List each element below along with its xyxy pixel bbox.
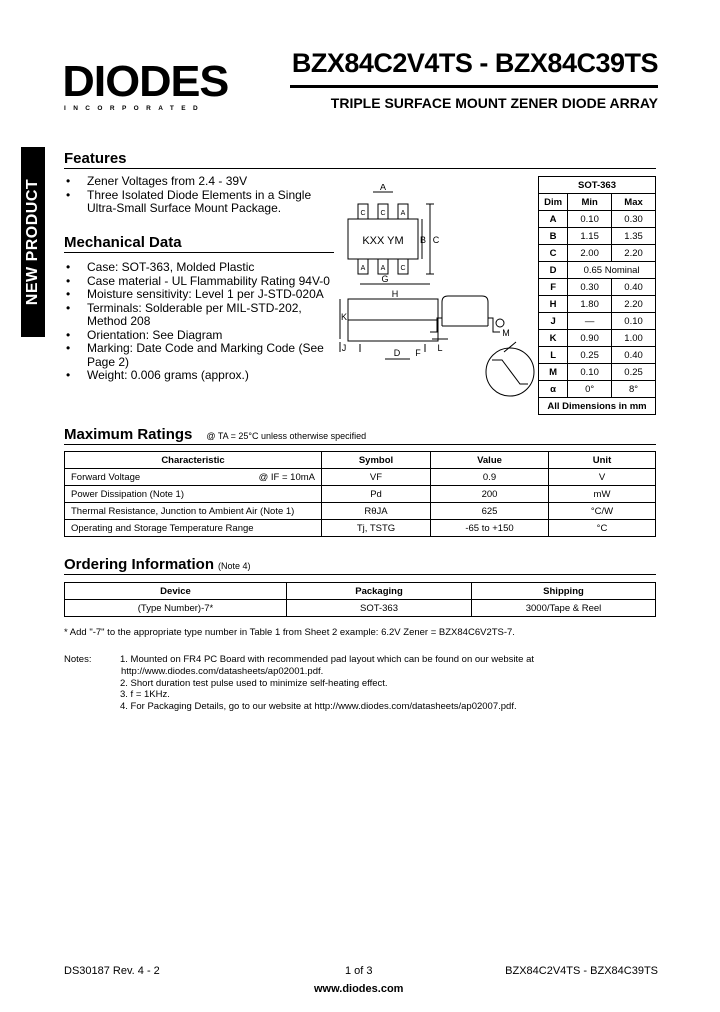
pin-label-top-3: A <box>400 210 406 217</box>
dim-label-c: C <box>432 235 440 245</box>
list-item: • Terminals: Solderable per MIL-STD-202, Method 208 <box>66 302 338 329</box>
diodes-logo <box>62 57 229 112</box>
unit-cell: V <box>549 469 656 486</box>
dims-package: SOT-363 <box>539 177 656 194</box>
dim-cell: F <box>539 279 568 296</box>
features-rule <box>64 168 656 169</box>
mechanical-rule <box>64 252 334 253</box>
max-ratings-rule <box>64 444 656 445</box>
dim-label-m: M <box>502 328 510 338</box>
dims-header-max: Max <box>612 194 656 211</box>
ordering-footnote: * Add "-7" to the appropriate type number in Table 1 from Sheet 2 example: 6.2V Zener = BZX84C6V2TS-7. <box>64 627 515 638</box>
max-cell: 2.20 <box>612 245 656 262</box>
footer-doc-number: DS30187 Rev. 4 - 2 <box>64 965 160 977</box>
list-item: • Case: SOT-363, Molded Plastic <box>66 261 338 275</box>
table-row <box>539 347 656 364</box>
pin-label-bottom-1: A <box>360 265 366 272</box>
symbol-cell: VF <box>322 469 431 486</box>
dim-label-f: F <box>415 348 421 358</box>
characteristic-cell: Thermal Resistance, Junction to Ambient Air (Note 1) <box>65 503 322 520</box>
dim-label-g: G <box>381 274 389 284</box>
value-cell: 0.9 <box>431 469 549 486</box>
dim-cell: D <box>539 262 568 279</box>
new-product-banner <box>21 147 45 337</box>
value-cell: 625 <box>431 503 549 520</box>
list-item: 2. Short duration test pulse used to minimize self-heating effect. <box>120 677 388 689</box>
characteristic-text: Forward Voltage <box>71 471 141 483</box>
dim-cell: H <box>539 296 568 313</box>
packaging-cell: SOT-363 <box>287 600 472 617</box>
dim-label-b: B <box>419 235 427 245</box>
ordering-table <box>64 582 656 617</box>
list-item: • Orientation: See Diagram <box>66 329 338 343</box>
list-item: • Moisture sensitivity: Level 1 per J-STD-020A <box>66 288 338 302</box>
table-row <box>65 600 656 617</box>
pin-label-top-2: C <box>380 210 386 217</box>
min-cell: 0.25 <box>568 347 612 364</box>
dim-cell: L <box>539 347 568 364</box>
table-row <box>539 330 656 347</box>
dim-label-d: D <box>393 348 401 358</box>
dim-label-l: L <box>437 343 443 353</box>
ratings-header-symbol: Symbol <box>322 452 431 469</box>
dims-header-dim: Dim <box>539 194 568 211</box>
footer-url-link[interactable]: www.diodes.com <box>314 983 404 995</box>
features-list <box>66 175 326 216</box>
dims-header-min: Min <box>568 194 612 211</box>
table-row <box>539 245 656 262</box>
min-cell: 1.80 <box>568 296 612 313</box>
table-row <box>539 262 656 279</box>
table-row <box>65 520 656 537</box>
shipping-cell: 3000/Tape & Reel <box>472 600 656 617</box>
logo-word: DIODES <box>62 57 229 106</box>
min-cell: 0.30 <box>568 279 612 296</box>
max-cell: 1.35 <box>612 228 656 245</box>
dim-label-k: K <box>340 312 348 322</box>
ordering-rule <box>64 574 656 575</box>
min-cell: — <box>568 313 612 330</box>
package-diagram <box>330 184 535 416</box>
max-ratings-table <box>64 451 656 537</box>
page-title: BZX84C2V4TS - BZX84C39TS <box>291 48 658 78</box>
dimensions-table <box>538 176 656 415</box>
features-heading: Features <box>64 150 127 167</box>
min-cell: 0.10 <box>568 211 612 228</box>
list-item: http://www.diodes.com/datasheets/ap02001.pdf. <box>121 665 324 677</box>
unit-cell: °C <box>549 520 656 537</box>
dims-footer: All Dimensions in mm <box>539 398 656 415</box>
ratings-header-unit: Unit <box>549 452 656 469</box>
dim-label-h: H <box>391 289 399 299</box>
dim-label-j: J <box>341 343 347 353</box>
symbol-cell: Pd <box>322 486 431 503</box>
ratings-header-value: Value <box>431 452 549 469</box>
notes-label: Notes: <box>64 654 92 665</box>
ratings-header-characteristic: Characteristic <box>65 452 322 469</box>
min-cell: 0.10 <box>568 364 612 381</box>
ordering-header-device: Device <box>65 583 287 600</box>
list-item: • Case material - UL Flammability Rating 94V-0 <box>66 275 338 289</box>
value-cell: -65 to +150 <box>431 520 549 537</box>
new-product-label: NEW PRODUCT <box>24 178 41 306</box>
max-cell: 0.25 <box>612 364 656 381</box>
ordering-title: Ordering Information <box>64 556 214 573</box>
ordering-header-shipping: Shipping <box>472 583 656 600</box>
max-ratings-title: Maximum Ratings <box>64 426 193 443</box>
max-ratings-heading <box>64 426 366 443</box>
dim-cell: M <box>539 364 568 381</box>
max-cell: 1.00 <box>612 330 656 347</box>
list-item: • Weight: 0.006 grams (approx.) <box>66 369 338 383</box>
page-subtitle: TRIPLE SURFACE MOUNT ZENER DIODE ARRAY <box>330 95 658 111</box>
title-rule <box>290 85 658 88</box>
table-row <box>65 503 656 520</box>
table-row <box>539 228 656 245</box>
table-row <box>539 279 656 296</box>
list-item: 4. For Packaging Details, go to our website at http://www.diodes.com/datasheets/ap02007.pdf. <box>120 701 517 713</box>
list-item: 3. f = 1KHz. <box>120 689 170 701</box>
list-item: • Zener Voltages from 2.4 - 39V <box>66 175 326 189</box>
symbol-cell: Tj, TSTG <box>322 520 431 537</box>
max-cell: 0.40 <box>612 279 656 296</box>
footer-part-number: BZX84C2V4TS - BZX84C39TS <box>505 965 658 977</box>
ordering-heading <box>64 556 251 573</box>
dim-cell: J <box>539 313 568 330</box>
list-item: 1. Mounted on FR4 PC Board with recommended pad layout which can be found on our website at <box>120 654 535 665</box>
table-row <box>539 313 656 330</box>
characteristic-cell <box>65 469 322 486</box>
footer-page-number: 1 of 3 <box>345 965 373 977</box>
max-ratings-note: @ TA = 25°C unless otherwise specified <box>206 431 367 441</box>
value-cell: 200 <box>431 486 549 503</box>
list-item: • Three Isolated Diode Elements in a Single Ultra-Small Surface Mount Package. <box>66 189 326 216</box>
dim-cell: A <box>539 211 568 228</box>
unit-cell: °C/W <box>549 503 656 520</box>
dim-cell: K <box>539 330 568 347</box>
unit-cell: mW <box>549 486 656 503</box>
dim-label-a: A <box>379 184 387 192</box>
max-cell: 0.30 <box>612 211 656 228</box>
max-cell: 0.10 <box>612 313 656 330</box>
logo-sub: INCORPORATED <box>64 105 206 112</box>
pin-label-bottom-2: A <box>380 265 386 272</box>
min-cell: 0.90 <box>568 330 612 347</box>
min-cell: 2.00 <box>568 245 612 262</box>
characteristic-cell: Power Dissipation (Note 1) <box>65 486 322 503</box>
dim-cell: B <box>539 228 568 245</box>
ordering-header-packaging: Packaging <box>287 583 472 600</box>
pin-label-bottom-3: C <box>400 265 406 272</box>
symbol-cell: RθJA <box>322 503 431 520</box>
notes-list <box>105 654 534 713</box>
table-row <box>539 381 656 398</box>
device-cell: (Type Number)-7* <box>65 600 287 617</box>
table-row <box>539 211 656 228</box>
mechanical-list <box>66 261 338 383</box>
ordering-note: (Note 4) <box>218 561 251 571</box>
characteristic-cell: Operating and Storage Temperature Range <box>65 520 322 537</box>
mechanical-heading: Mechanical Data <box>64 234 182 251</box>
table-row <box>539 364 656 381</box>
table-row <box>65 486 656 503</box>
nominal-cell: 0.65 Nominal <box>568 262 656 279</box>
max-cell: 0.40 <box>612 347 656 364</box>
list-item: • Marking: Date Code and Marking Code (See Page 2) <box>66 342 338 369</box>
table-row <box>65 469 656 486</box>
max-cell: 8° <box>612 381 656 398</box>
marking-text: KXX YM <box>362 235 404 247</box>
condition-text: @ IF = 10mA <box>258 471 315 483</box>
dim-cell: α <box>539 381 568 398</box>
dim-cell: C <box>539 245 568 262</box>
min-cell: 1.15 <box>568 228 612 245</box>
table-row <box>539 296 656 313</box>
min-cell: 0° <box>568 381 612 398</box>
max-cell: 2.20 <box>612 296 656 313</box>
pin-label-top-1: C <box>360 210 366 217</box>
